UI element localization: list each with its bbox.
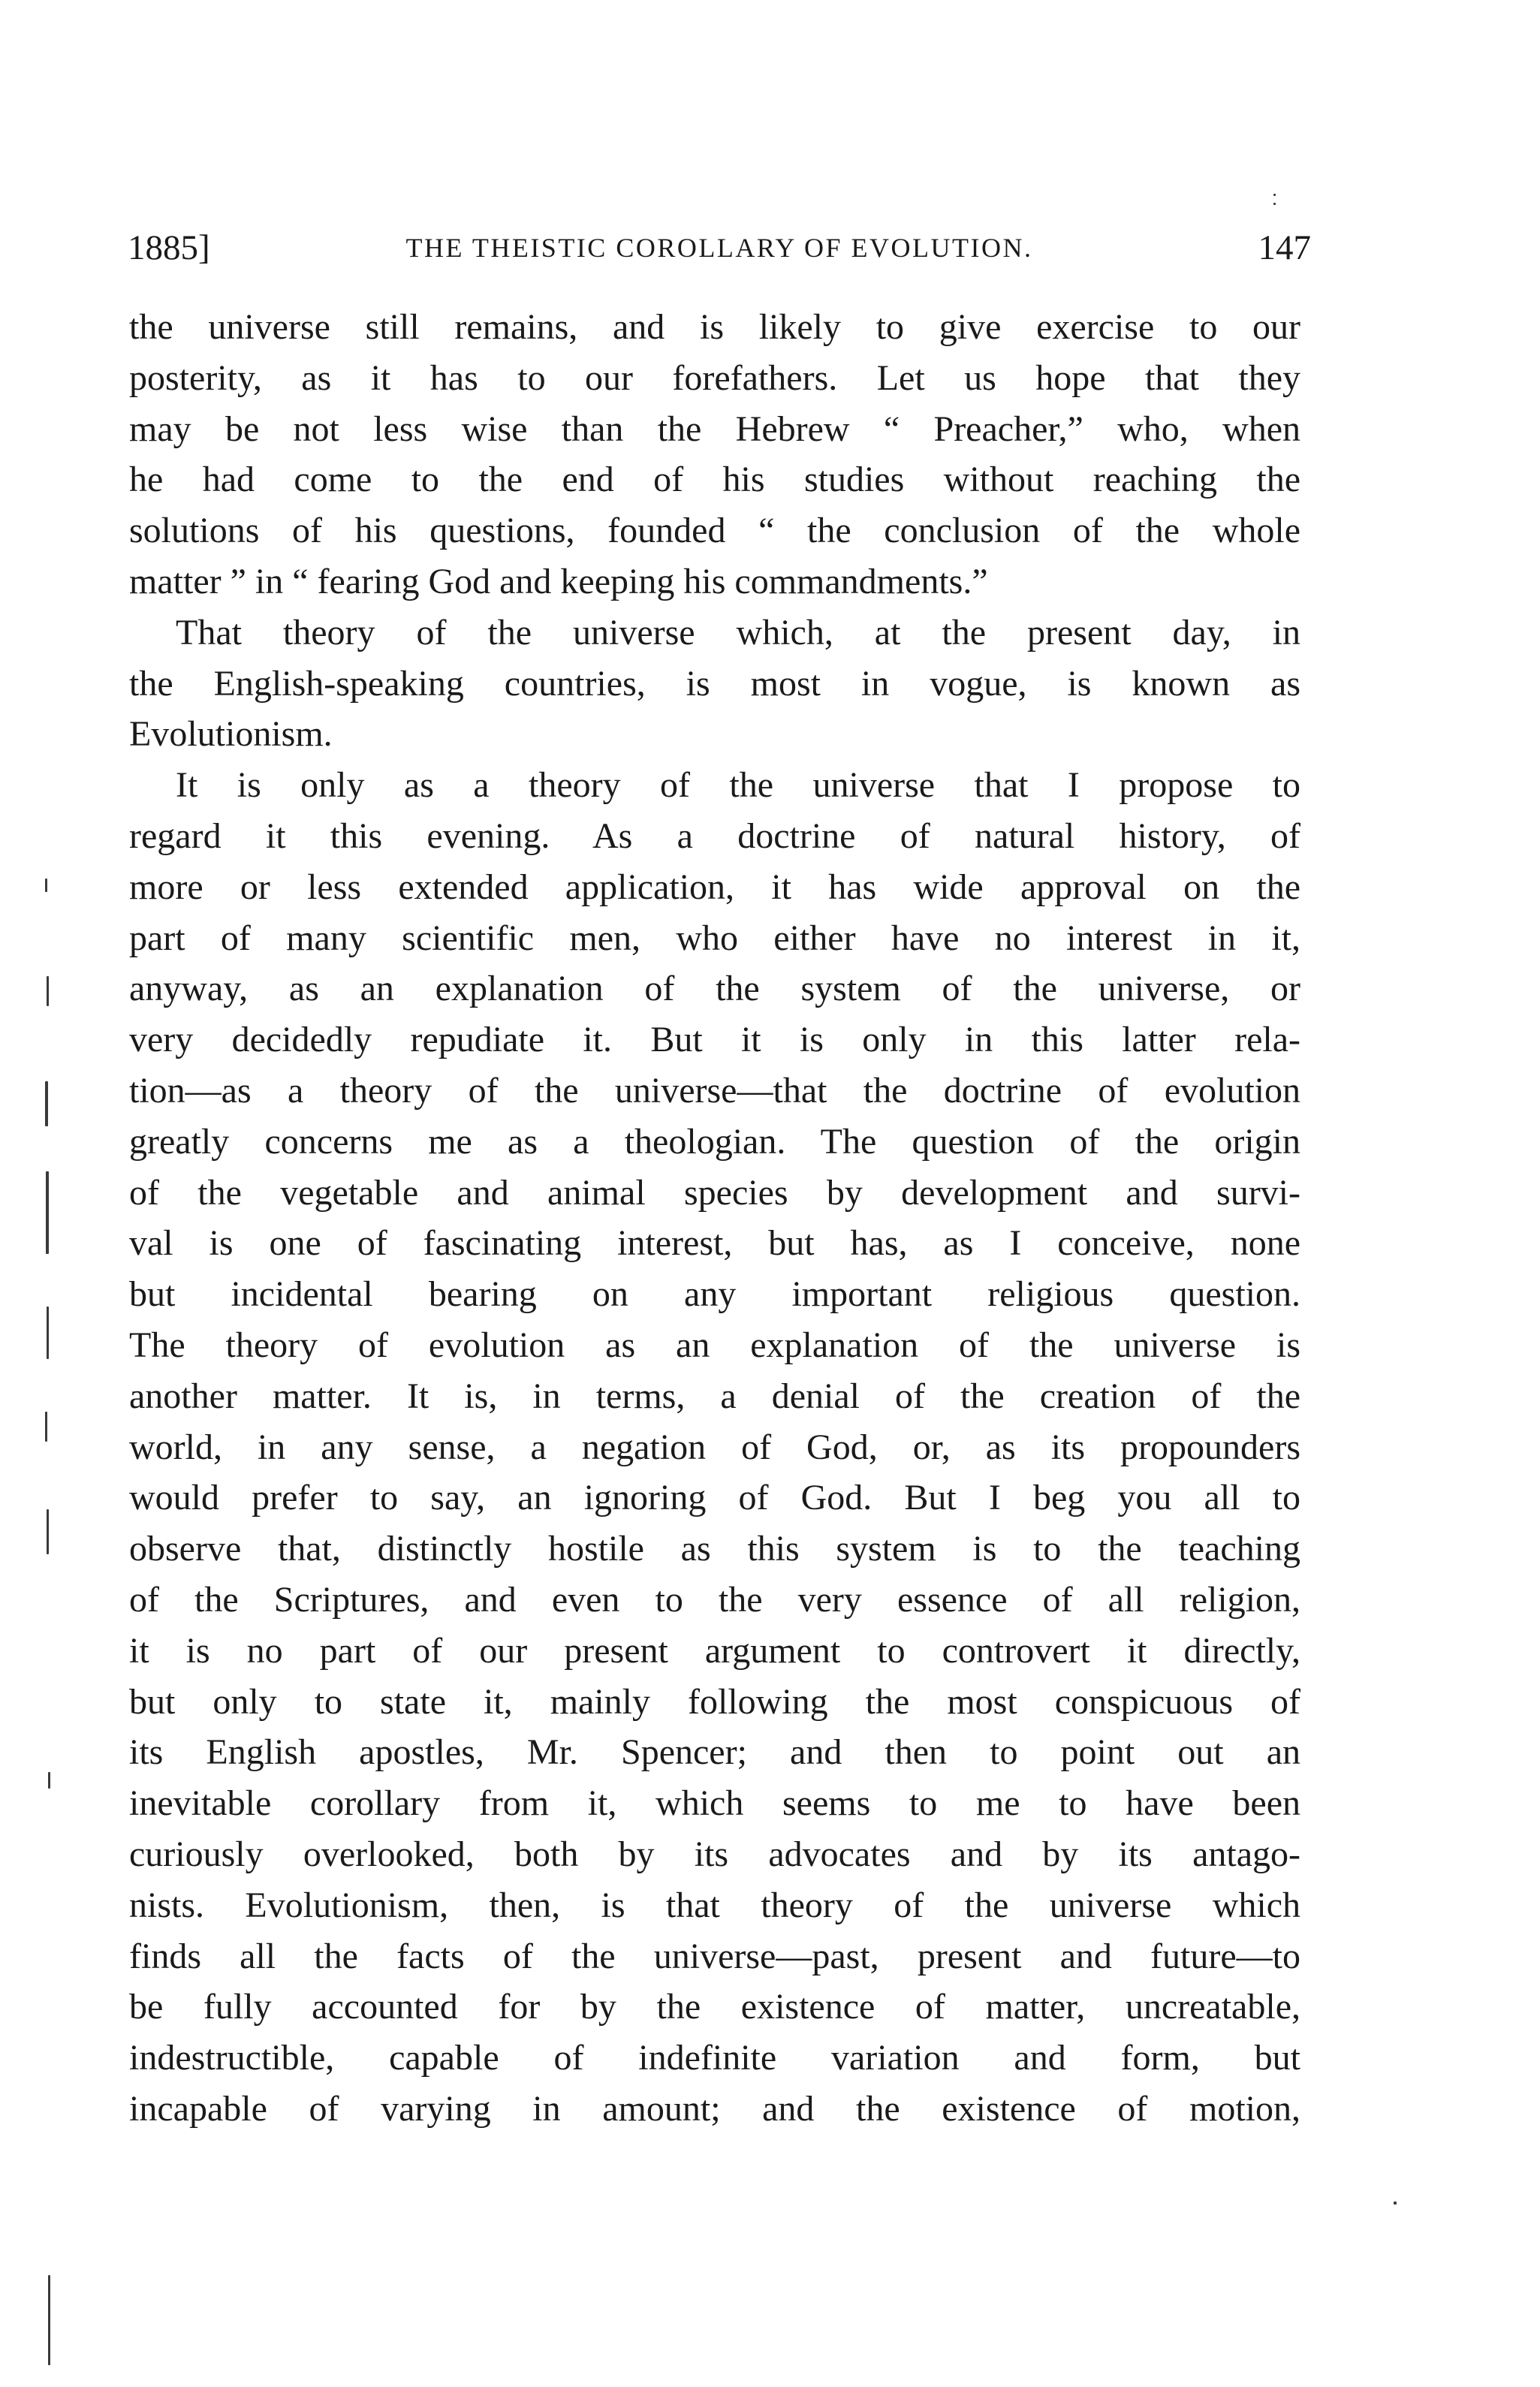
text-line: inevitable corollary from it, which seems to me to have been — [129, 1783, 1300, 1824]
text-line: nists. Evolutionism, then, is that theory of the universe which — [129, 1885, 1300, 1925]
scan-speck — [48, 2275, 50, 2365]
text-line: greatly concerns me as a theologian. The question of the origin — [129, 1121, 1300, 1162]
scan-speck — [47, 1307, 49, 1359]
text-line: it is no part of our present argument to controvert it directly, — [129, 1630, 1300, 1671]
text-line: finds all the facts of the universe—past, present and future—to — [129, 1936, 1300, 1976]
text-line: but only to state it, mainly following the most conspicuous of — [129, 1681, 1300, 1722]
text-line: observe that, distinctly hostile as this system is to the teaching — [129, 1529, 1300, 1569]
header-title: THE THEISTIC COROLLARY OF EVOLUTION. — [405, 233, 1033, 263]
scan-speck — [47, 1509, 49, 1554]
text-line: another matter. It is, in terms, a denial of the creation of the — [129, 1376, 1300, 1416]
scan-speck — [1394, 2202, 1397, 2205]
text-line: of the vegetable and animal species by development and survi- — [129, 1172, 1300, 1213]
text-line: incapable of varying in amount; and the existence of motion, — [129, 2088, 1300, 2129]
text-line: val is one of fascinating interest, but has, as I conceive, none — [129, 1223, 1300, 1264]
text-line: matter ” in “ fearing God and keeping his commandments.” — [129, 561, 988, 601]
text-line: indestructible, capable of indefinite variation and form, but — [129, 2038, 1300, 2078]
header-year: 1885] — [128, 228, 210, 267]
text-line: the English-speaking countries, is most in vogue, is known as — [129, 663, 1300, 704]
text-line: would prefer to say, an ignoring of God. But I beg you all to — [129, 1478, 1300, 1518]
scan-speck — [45, 1412, 47, 1442]
text-line: very decidedly repudiate it. But it is only in this latter rela- — [129, 1020, 1300, 1060]
text-line: world, in any sense, a negation of God, or, as its propounders — [129, 1427, 1300, 1467]
text-line: It is only as a theory of the universe that I propose to — [176, 765, 1300, 806]
text-line: Evolutionism. — [129, 714, 333, 755]
text-line: regard it this evening. As a doctrine of natural history, of — [129, 815, 1300, 856]
scan-speck — [47, 976, 49, 1006]
scan-speck — [48, 1772, 50, 1789]
running-head — [128, 225, 1311, 270]
text-line: solutions of his questions, founded “ the conclusion of the whole — [129, 511, 1300, 551]
text-line: the universe still remains, and is likely to give exercise to our — [129, 307, 1300, 347]
text-line: of the Scriptures, and even to the very essence of all religion, — [129, 1579, 1300, 1620]
scan-speck — [1273, 194, 1276, 196]
text-line: more or less extended application, it has wide approval on the — [129, 866, 1300, 907]
scan-speck — [1273, 203, 1276, 205]
scan-speck — [45, 879, 47, 892]
text-line: The theory of evolution as an explanation of the universe is — [129, 1325, 1300, 1365]
text-line: may be not less wise than the Hebrew “ Preacher,” who, when — [129, 408, 1300, 449]
text-line: That theory of the universe which, at the present day, in — [176, 612, 1300, 653]
scan-speck — [46, 1171, 49, 1254]
text-line: he had come to the end of his studies without reaching the — [129, 460, 1300, 500]
text-line: its English apostles, Mr. Spencer; and then to point out an — [129, 1732, 1300, 1773]
page-number: 147 — [1258, 228, 1311, 267]
text-line: tion—as a theory of the universe—that the doctrine of evolution — [129, 1070, 1300, 1111]
text-line: but incidental bearing on any important religious question. — [129, 1274, 1300, 1315]
text-line: anyway, as an explanation of the system of the universe, or — [129, 969, 1300, 1009]
text-line: curiously overlooked, both by its advocates and by its antago- — [129, 1834, 1300, 1874]
text-line: be fully accounted for by the existence of matter, uncreatable, — [129, 1987, 1300, 2027]
text-line: posterity, as it has to our forefathers. Let us hope that they — [129, 357, 1300, 398]
body-text — [129, 302, 1300, 2135]
text-line: part of many scientific men, who either have no interest in it, — [129, 918, 1300, 958]
scan-speck — [45, 1081, 48, 1126]
